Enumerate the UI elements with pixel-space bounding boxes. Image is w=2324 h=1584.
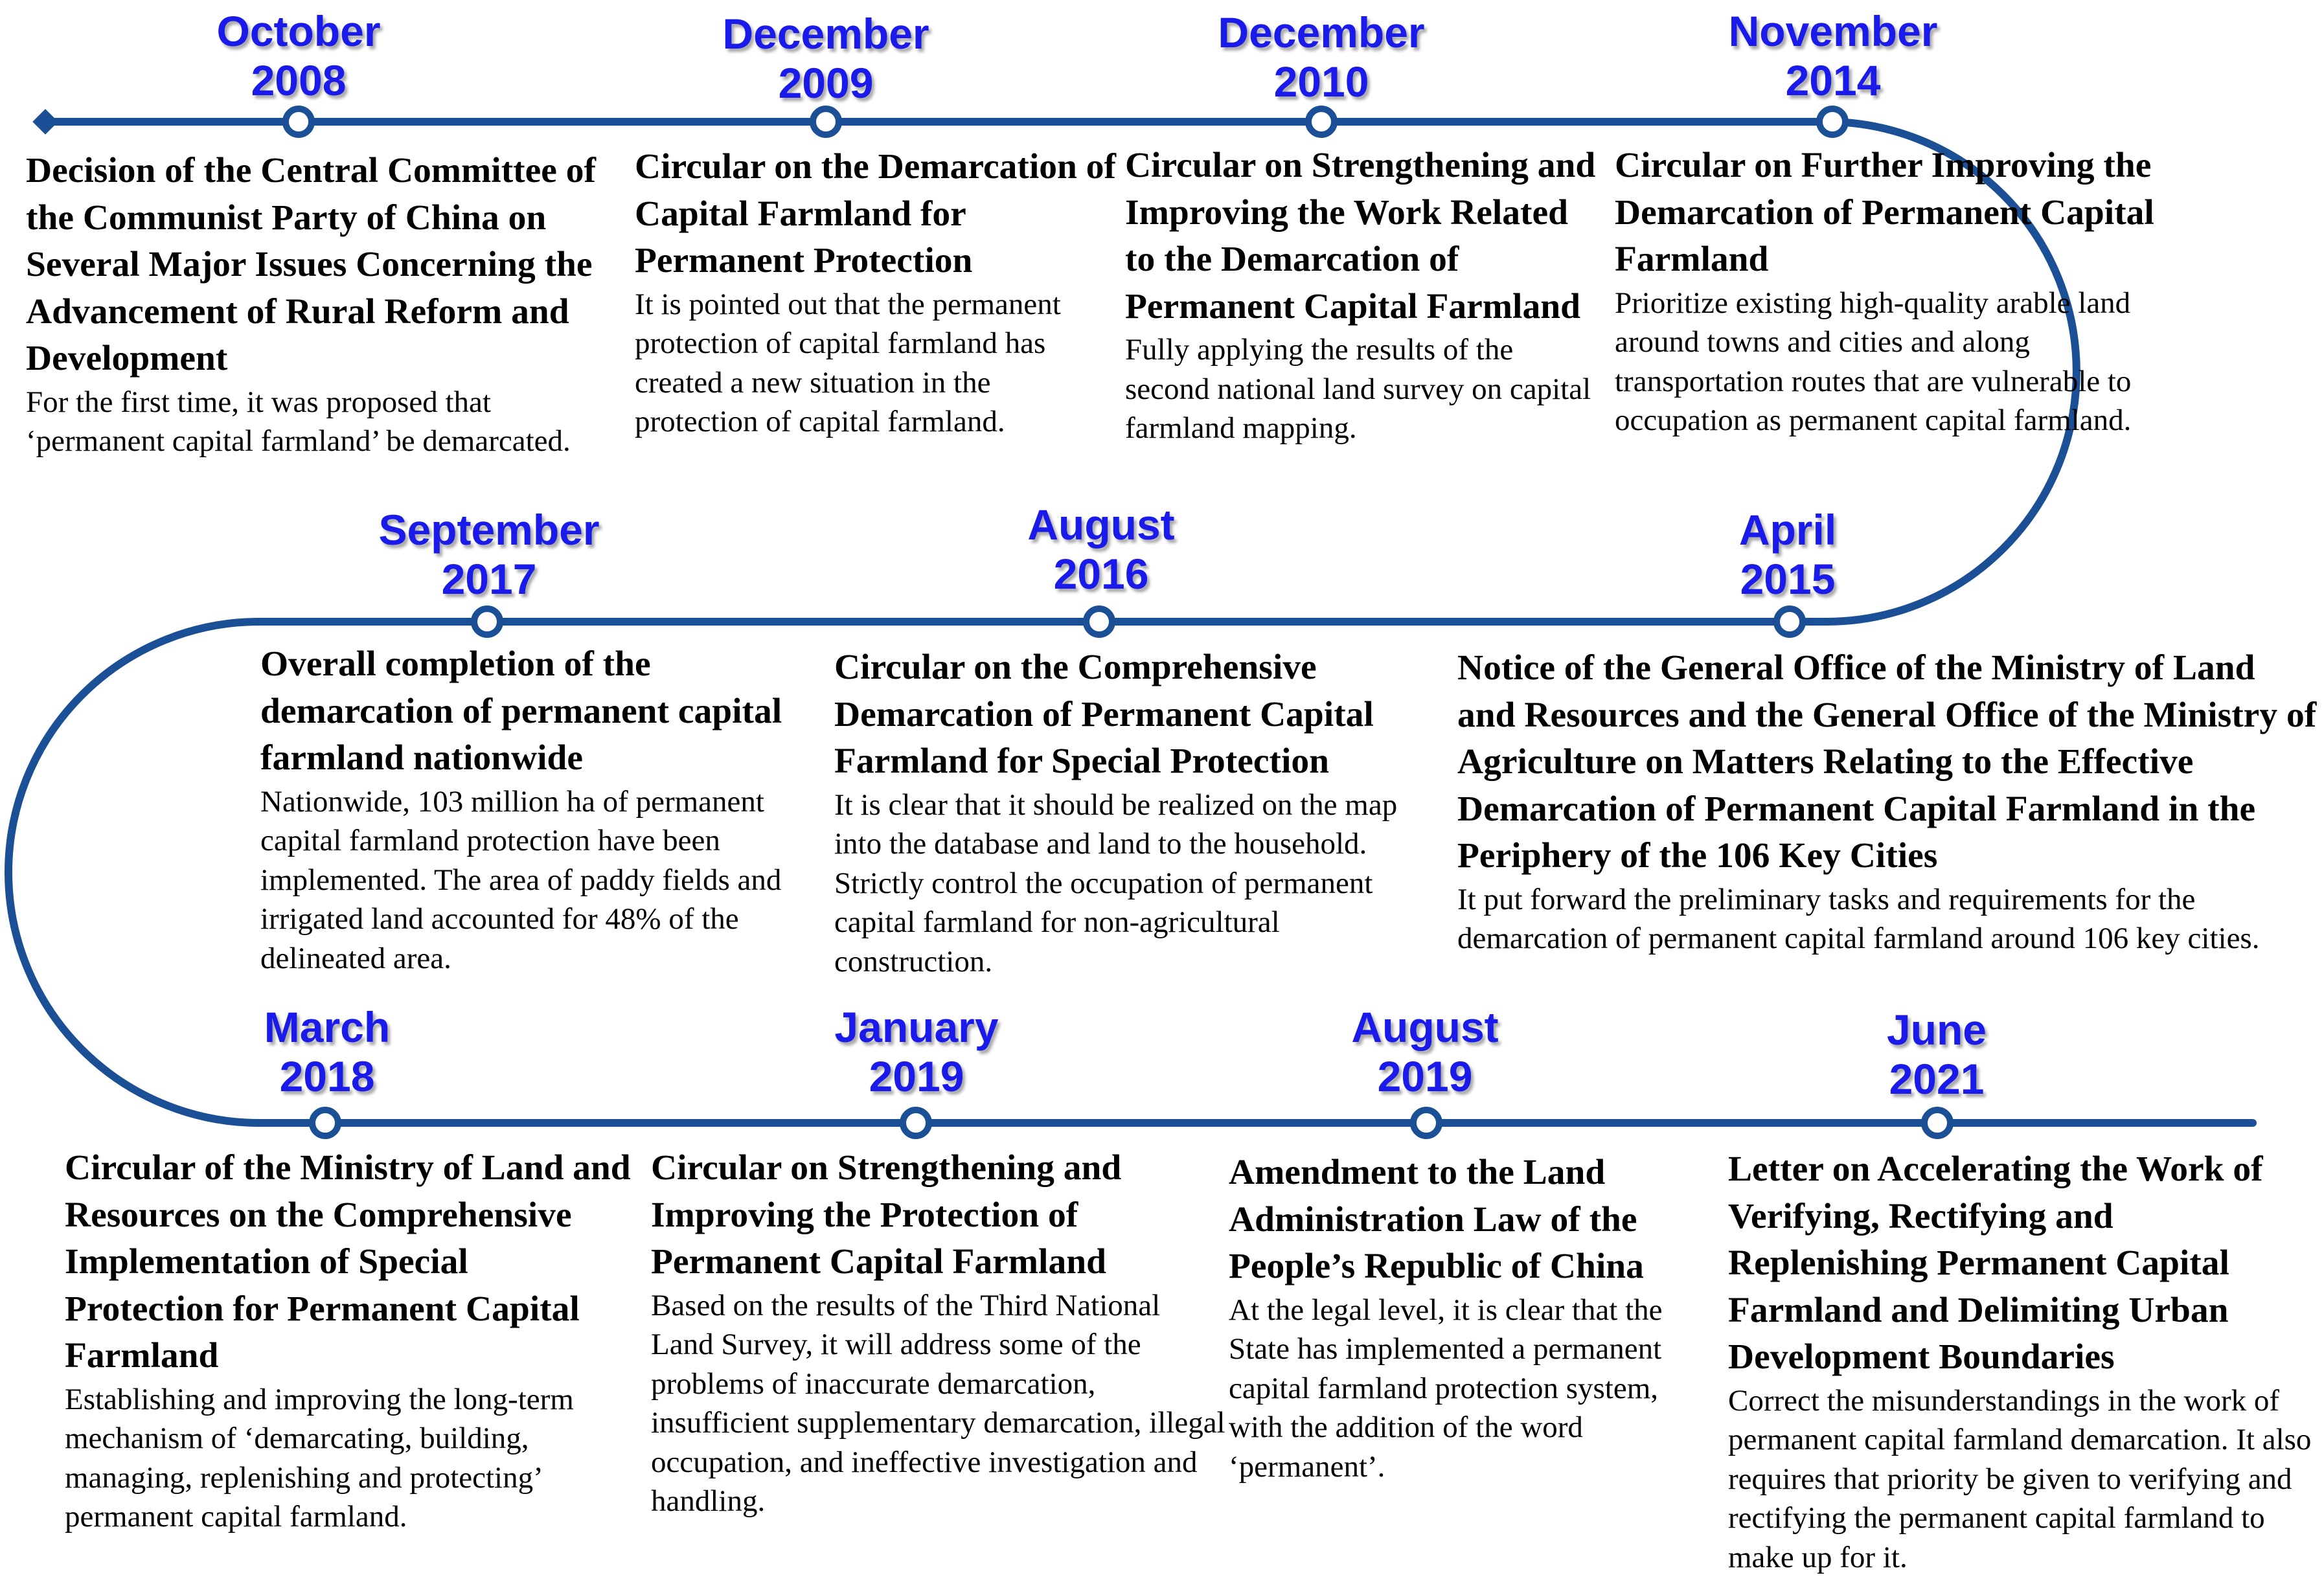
date-label-dec-2010	[1205, 8, 1438, 106]
event-title: Letter on Accelerating the Work of Verifying, Rectifying and Replenishing Permanent Capital Farmland and Delimiting Urban Development Boundaries	[1728, 1149, 2263, 1377]
event-description: For the first time, it was proposed that ‘permanent capital farmland’ be demarcated.	[26, 385, 571, 458]
event-description: Correct the misunderstandings in the work of permanent capital farmland demarcation. It also requires that priority be given to verifying and rectifying the permanent capital farmland to make up for it.	[1728, 1383, 2312, 1574]
date-month: April	[1738, 506, 1837, 554]
timeline-marker-march-2018	[312, 1110, 338, 1136]
date-year: 2009	[778, 59, 874, 107]
date-year: 2015	[1740, 555, 1836, 603]
date-year: 2019	[1377, 1052, 1473, 1100]
event-aug-2016	[834, 644, 1440, 981]
date-label-nov-2014	[1710, 6, 1956, 105]
date-label-aug-2019	[1315, 1002, 1535, 1101]
date-year: 2018	[279, 1052, 375, 1100]
date-month: December	[1218, 8, 1425, 56]
event-title: Circular on the Comprehensive Demarcation of Permanent Capital Farmland for Special Protection	[834, 648, 1374, 781]
date-month: August	[1351, 1003, 1499, 1051]
event-mar-2018	[65, 1145, 632, 1537]
timeline-marker-august-2016	[1086, 609, 1112, 635]
timeline-marker-december-2010	[1308, 109, 1334, 135]
event-description: At the legal level, it is clear that the State has implemented a permanent capital farmland protection system, with the addition of the word ‘permanent’.	[1229, 1293, 1663, 1484]
date-month: October	[216, 7, 381, 55]
event-description: It is pointed out that the permanent protection of capital farmland has created a new situation in the protection of capital farmland.	[635, 287, 1061, 438]
event-description: Fully applying the results of the second national land survey on capital farmland mapping.	[1125, 333, 1591, 445]
event-title: Circular on Further Improving the Demarcation of Permanent Capital Farmland	[1615, 146, 2154, 279]
date-year: 2016	[1053, 550, 1149, 598]
timeline-marker-january-2019	[903, 1110, 929, 1136]
event-aug-2019	[1229, 1149, 1718, 1486]
date-label-aug-2016	[991, 500, 1211, 598]
date-label-jan-2019	[806, 1002, 1027, 1101]
timeline-marker-september-2017	[474, 609, 500, 635]
event-description: Establishing and improving the long-term mechanism of ‘demarcating, building, managing, replenishing and protecting’ permanent capital farmland.	[65, 1382, 574, 1533]
event-title: Circular on the Demarcation of Capital Farmland for Permanent Protection	[635, 147, 1116, 280]
date-label-oct-2008	[201, 6, 396, 105]
event-description: Based on the results of the Third National Land Survey, it will address some of the problems of inaccurate demarcation, insufficient supplementary demarcation, illegal occupation, and ineffective investigation and handling.	[651, 1288, 1225, 1518]
date-year: 2014	[1785, 56, 1881, 104]
event-title: Circular on Strengthening and Improving the Protection of Permanent Capital Farmland	[651, 1148, 1122, 1282]
event-title: Circular on Strengthening and Improving the Work Related to the Demarcation of Permanent Capital Farmland	[1125, 146, 1596, 326]
timeline-marker-october-2008	[286, 109, 312, 135]
date-month: September	[378, 506, 600, 554]
event-title: Overall completion of the demarcation of permanent capital farmland nationwide	[260, 644, 782, 778]
timeline-start-diamond	[32, 109, 58, 135]
date-label-jun-2021	[1840, 1005, 2034, 1103]
event-title: Decision of the Central Committee of the Communist Party of China on Several Major Issues Concerning the Advancement of Rural Reform and Development	[26, 151, 597, 378]
date-label-apr-2015	[1684, 505, 1891, 604]
event-title: Amendment to the Land Administration Law of the People’s Republic of China	[1229, 1153, 1644, 1286]
date-month: March	[264, 1003, 391, 1051]
date-year: 2008	[251, 56, 347, 104]
date-month: December	[722, 10, 929, 58]
date-label-dec-2009	[709, 9, 942, 107]
event-sep-2017	[260, 641, 811, 978]
event-oct-2008	[26, 148, 615, 461]
event-description: It put forward the preliminary tasks and requirements for the demarcation of permanent capital farmland around 106 key cities.	[1457, 882, 2260, 955]
date-month: January	[834, 1003, 999, 1051]
event-nov-2014	[1615, 142, 2159, 440]
date-month: November	[1728, 7, 1938, 55]
date-year: 2010	[1273, 58, 1369, 106]
date-month: June	[1886, 1006, 1987, 1054]
timeline-marker-april-2015	[1777, 609, 1803, 635]
event-jan-2019	[651, 1145, 1227, 1521]
date-label-sep-2017	[363, 505, 615, 604]
event-title: Circular of the Ministry of Land and Resources on the Comprehensive Implementation of Special Protection for Permanent Capital Farmland	[65, 1148, 631, 1375]
date-month: August	[1027, 501, 1175, 549]
event-title: Notice of the General Office of the Ministry of Land and Resources and the General Office of the Ministry of Agriculture on Matters Relating to the Effective Demarcation of Permanent Capital Farmland in the Periphery of the 106 Key Cities	[1457, 648, 2317, 876]
event-dec-2010	[1125, 142, 1601, 448]
timeline-marker-december-2009	[813, 109, 839, 135]
event-description: It is clear that it should be realized on the map into the database and land to the household. Strictly control the occupation of permanent capital farmland for non-agricultural construction.	[834, 787, 1398, 979]
event-apr-2015	[1457, 645, 2319, 958]
event-dec-2009	[635, 144, 1117, 442]
date-year: 2019	[869, 1052, 964, 1100]
timeline-marker-november-2014	[1819, 109, 1845, 135]
timeline-marker-june-2021	[1924, 1110, 1950, 1136]
event-description: Prioritize existing high-quality arable land around towns and cities and along transportation routes that are vulnerable to occupation as permanent capital farmland.	[1615, 286, 2132, 437]
event-jun-2021	[1728, 1146, 2321, 1577]
event-description: Nationwide, 103 million ha of permanent capital farmland protection have been implemented. The area of paddy fields and irrigated land accounted for 48% of the delineated area.	[260, 784, 782, 975]
date-year: 2021	[1889, 1055, 1985, 1103]
date-year: 2017	[441, 555, 537, 603]
date-label-mar-2018	[223, 1002, 431, 1101]
timeline-marker-august-2019	[1413, 1110, 1439, 1136]
